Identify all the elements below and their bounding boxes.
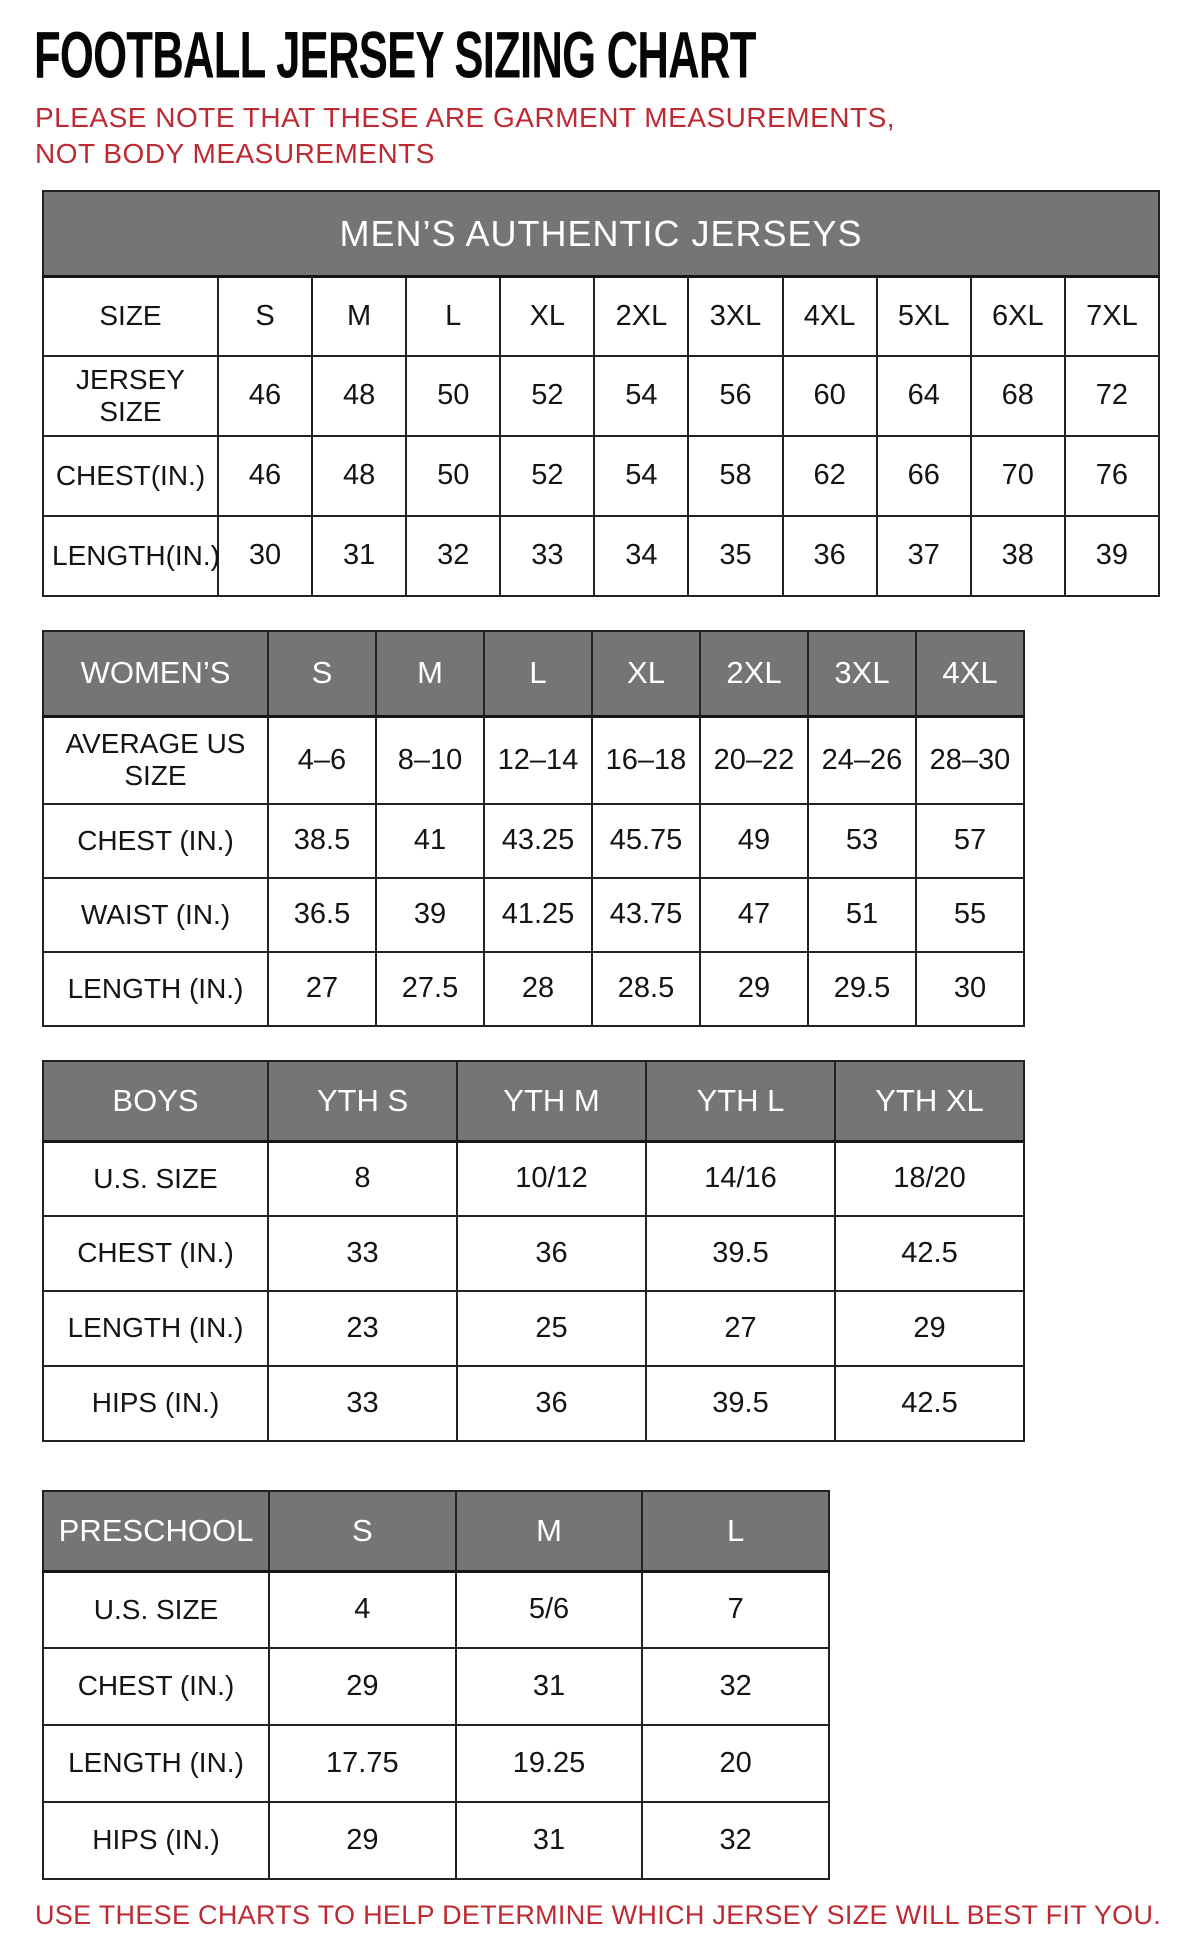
mens-cell: XL [500, 276, 594, 356]
preschool-cell: 7 [642, 1571, 829, 1648]
mens-cell: 37 [877, 516, 971, 596]
mens-cell: 46 [218, 356, 312, 436]
womens-row-label: CHEST (IN.) [43, 804, 268, 878]
preschool-row-label: U.S. SIZE [43, 1571, 269, 1648]
mens-cell: 50 [406, 436, 500, 516]
mens-cell: 38 [971, 516, 1065, 596]
preschool-row [43, 1802, 829, 1879]
mens-row [43, 276, 1159, 356]
boys-header-cell: YTH L [646, 1061, 835, 1141]
mens-cell: 64 [877, 356, 971, 436]
preschool-header-cell: S [269, 1491, 456, 1571]
womens-row-label: WAIST (IN.) [43, 878, 268, 952]
preschool-cell: 4 [269, 1571, 456, 1648]
womens-cell: 16–18 [592, 716, 700, 804]
mens-cell: 3XL [688, 276, 782, 356]
womens-cell: 4–6 [268, 716, 376, 804]
mens-cell: 6XL [971, 276, 1065, 356]
mens-row [43, 356, 1159, 436]
womens-cell: 28 [484, 952, 592, 1026]
womens-header-cell: S [268, 631, 376, 716]
boys-cell: 23 [268, 1291, 457, 1366]
preschool-cell: 31 [456, 1648, 643, 1725]
preschool-cell: 20 [642, 1725, 829, 1802]
mens-cell: 46 [218, 436, 312, 516]
womens-header-cell: 2XL [700, 631, 808, 716]
womens-header-cell: 4XL [916, 631, 1024, 716]
womens-cell: 55 [916, 878, 1024, 952]
mens-row-label: JERSEY SIZE [43, 356, 218, 436]
womens-cell: 28.5 [592, 952, 700, 1026]
womens-row-label: AVERAGE US SIZE [43, 716, 268, 804]
boys-header-cell: YTH XL [835, 1061, 1024, 1141]
mens-cell: 66 [877, 436, 971, 516]
womens-row [43, 804, 1024, 878]
boys-header-row [43, 1061, 1024, 1141]
womens-cell: 12–14 [484, 716, 592, 804]
boys-cell: 10/12 [457, 1141, 646, 1216]
preschool-sizing-table [42, 1490, 830, 1880]
mens-cell: 50 [406, 356, 500, 436]
preschool-row [43, 1571, 829, 1648]
mens-cell: L [406, 276, 500, 356]
womens-header-cell: L [484, 631, 592, 716]
womens-header-cell: M [376, 631, 484, 716]
womens-cell: 24–26 [808, 716, 916, 804]
boys-row [43, 1366, 1024, 1441]
womens-row [43, 716, 1024, 804]
preschool-row-label: HIPS (IN.) [43, 1802, 269, 1879]
preschool-header-row [43, 1491, 829, 1571]
mens-cell: 39 [1065, 516, 1159, 596]
mens-cell: 56 [688, 356, 782, 436]
mens-cell: 54 [594, 356, 688, 436]
mens-cell: 5XL [877, 276, 971, 356]
preschool-cell: 29 [269, 1802, 456, 1879]
womens-cell: 47 [700, 878, 808, 952]
mens-cell: 76 [1065, 436, 1159, 516]
womens-cell: 51 [808, 878, 916, 952]
mens-cell: 36 [783, 516, 877, 596]
womens-cell: 29 [700, 952, 808, 1026]
womens-cell: 53 [808, 804, 916, 878]
mens-cell: 70 [971, 436, 1065, 516]
boys-row-label: HIPS (IN.) [43, 1366, 268, 1441]
womens-cell: 28–30 [916, 716, 1024, 804]
mens-cell: 7XL [1065, 276, 1159, 356]
boys-row-label: CHEST (IN.) [43, 1216, 268, 1291]
boys-row-label: LENGTH (IN.) [43, 1291, 268, 1366]
boys-header-cell: YTH S [268, 1061, 457, 1141]
preschool-row [43, 1648, 829, 1725]
mens-row-label: CHEST(IN.) [43, 436, 218, 516]
womens-cell: 20–22 [700, 716, 808, 804]
womens-cell: 8–10 [376, 716, 484, 804]
mens-cell: 72 [1065, 356, 1159, 436]
womens-row [43, 878, 1024, 952]
boys-cell: 36 [457, 1366, 646, 1441]
mens-authentic-jerseys-table [42, 190, 1160, 597]
boys-row-label: U.S. SIZE [43, 1141, 268, 1216]
preschool-header-cell: PRESCHOOL [43, 1491, 269, 1571]
womens-cell: 27.5 [376, 952, 484, 1026]
womens-cell: 43.75 [592, 878, 700, 952]
boys-header-cell: BOYS [43, 1061, 268, 1141]
preschool-cell: 31 [456, 1802, 643, 1879]
boys-cell: 8 [268, 1141, 457, 1216]
boys-sizing-table [42, 1060, 1025, 1442]
boys-cell: 14/16 [646, 1141, 835, 1216]
mens-cell: 2XL [594, 276, 688, 356]
boys-row [43, 1216, 1024, 1291]
boys-cell: 39.5 [646, 1216, 835, 1291]
boys-cell: 42.5 [835, 1216, 1024, 1291]
preschool-cell: 19.25 [456, 1725, 643, 1802]
womens-cell: 38.5 [268, 804, 376, 878]
womens-cell: 57 [916, 804, 1024, 878]
page-title: FOOTBALL JERSEY SIZING CHART [34, 17, 756, 92]
mens-cell: 35 [688, 516, 782, 596]
womens-header-row [43, 631, 1024, 716]
boys-cell: 25 [457, 1291, 646, 1366]
boys-header-cell: YTH M [457, 1061, 646, 1141]
preschool-cell: 32 [642, 1802, 829, 1879]
preschool-row [43, 1725, 829, 1802]
mens-row-label: SIZE [43, 276, 218, 356]
mens-cell: 54 [594, 436, 688, 516]
womens-cell: 43.25 [484, 804, 592, 878]
preschool-row-label: LENGTH (IN.) [43, 1725, 269, 1802]
mens-table-title: MEN’S AUTHENTIC JERSEYS [43, 191, 1159, 276]
preschool-cell: 17.75 [269, 1725, 456, 1802]
womens-cell: 49 [700, 804, 808, 878]
mens-cell: S [218, 276, 312, 356]
mens-cell: 34 [594, 516, 688, 596]
mens-cell: 60 [783, 356, 877, 436]
womens-header-cell: XL [592, 631, 700, 716]
womens-cell: 30 [916, 952, 1024, 1026]
womens-cell: 39 [376, 878, 484, 952]
womens-row-label: LENGTH (IN.) [43, 952, 268, 1026]
womens-cell: 36.5 [268, 878, 376, 952]
boys-cell: 33 [268, 1216, 457, 1291]
mens-cell: 58 [688, 436, 782, 516]
womens-cell: 29.5 [808, 952, 916, 1026]
mens-row [43, 436, 1159, 516]
boys-row [43, 1291, 1024, 1366]
preschool-cell: 29 [269, 1648, 456, 1725]
boys-row [43, 1141, 1024, 1216]
mens-cell: 31 [312, 516, 406, 596]
mens-cell: 30 [218, 516, 312, 596]
mens-cell: 52 [500, 436, 594, 516]
mens-cell: 62 [783, 436, 877, 516]
mens-cell: 32 [406, 516, 500, 596]
preschool-header-cell: M [456, 1491, 643, 1571]
womens-sizing-table [42, 630, 1025, 1027]
footer-note: USE THESE CHARTS TO HELP DETERMINE WHICH JERSEY SIZE WILL BEST FIT YOU. [35, 1900, 1162, 1930]
mens-row [43, 516, 1159, 596]
boys-cell: 36 [457, 1216, 646, 1291]
preschool-cell: 5/6 [456, 1571, 643, 1648]
womens-header-cell: WOMEN’S [43, 631, 268, 716]
mens-cell: 33 [500, 516, 594, 596]
boys-cell: 27 [646, 1291, 835, 1366]
mens-cell: 48 [312, 356, 406, 436]
boys-cell: 18/20 [835, 1141, 1024, 1216]
garment-measurements-note: PLEASE NOTE THAT THESE ARE GARMENT MEASUREMENTS, NOT BODY MEASUREMENTS [35, 102, 896, 169]
mens-row-label: LENGTH(IN.) [43, 516, 218, 596]
womens-row [43, 952, 1024, 1026]
mens-cell: 4XL [783, 276, 877, 356]
womens-header-cell: 3XL [808, 631, 916, 716]
mens-cell: 48 [312, 436, 406, 516]
womens-cell: 41 [376, 804, 484, 878]
womens-cell: 41.25 [484, 878, 592, 952]
boys-cell: 33 [268, 1366, 457, 1441]
womens-cell: 45.75 [592, 804, 700, 878]
mens-header-row [43, 191, 1159, 276]
womens-cell: 27 [268, 952, 376, 1026]
boys-cell: 42.5 [835, 1366, 1024, 1441]
preschool-row-label: CHEST (IN.) [43, 1648, 269, 1725]
preschool-header-cell: L [642, 1491, 829, 1571]
boys-cell: 39.5 [646, 1366, 835, 1441]
mens-cell: 52 [500, 356, 594, 436]
mens-cell: M [312, 276, 406, 356]
boys-cell: 29 [835, 1291, 1024, 1366]
preschool-cell: 32 [642, 1648, 829, 1725]
mens-cell: 68 [971, 356, 1065, 436]
